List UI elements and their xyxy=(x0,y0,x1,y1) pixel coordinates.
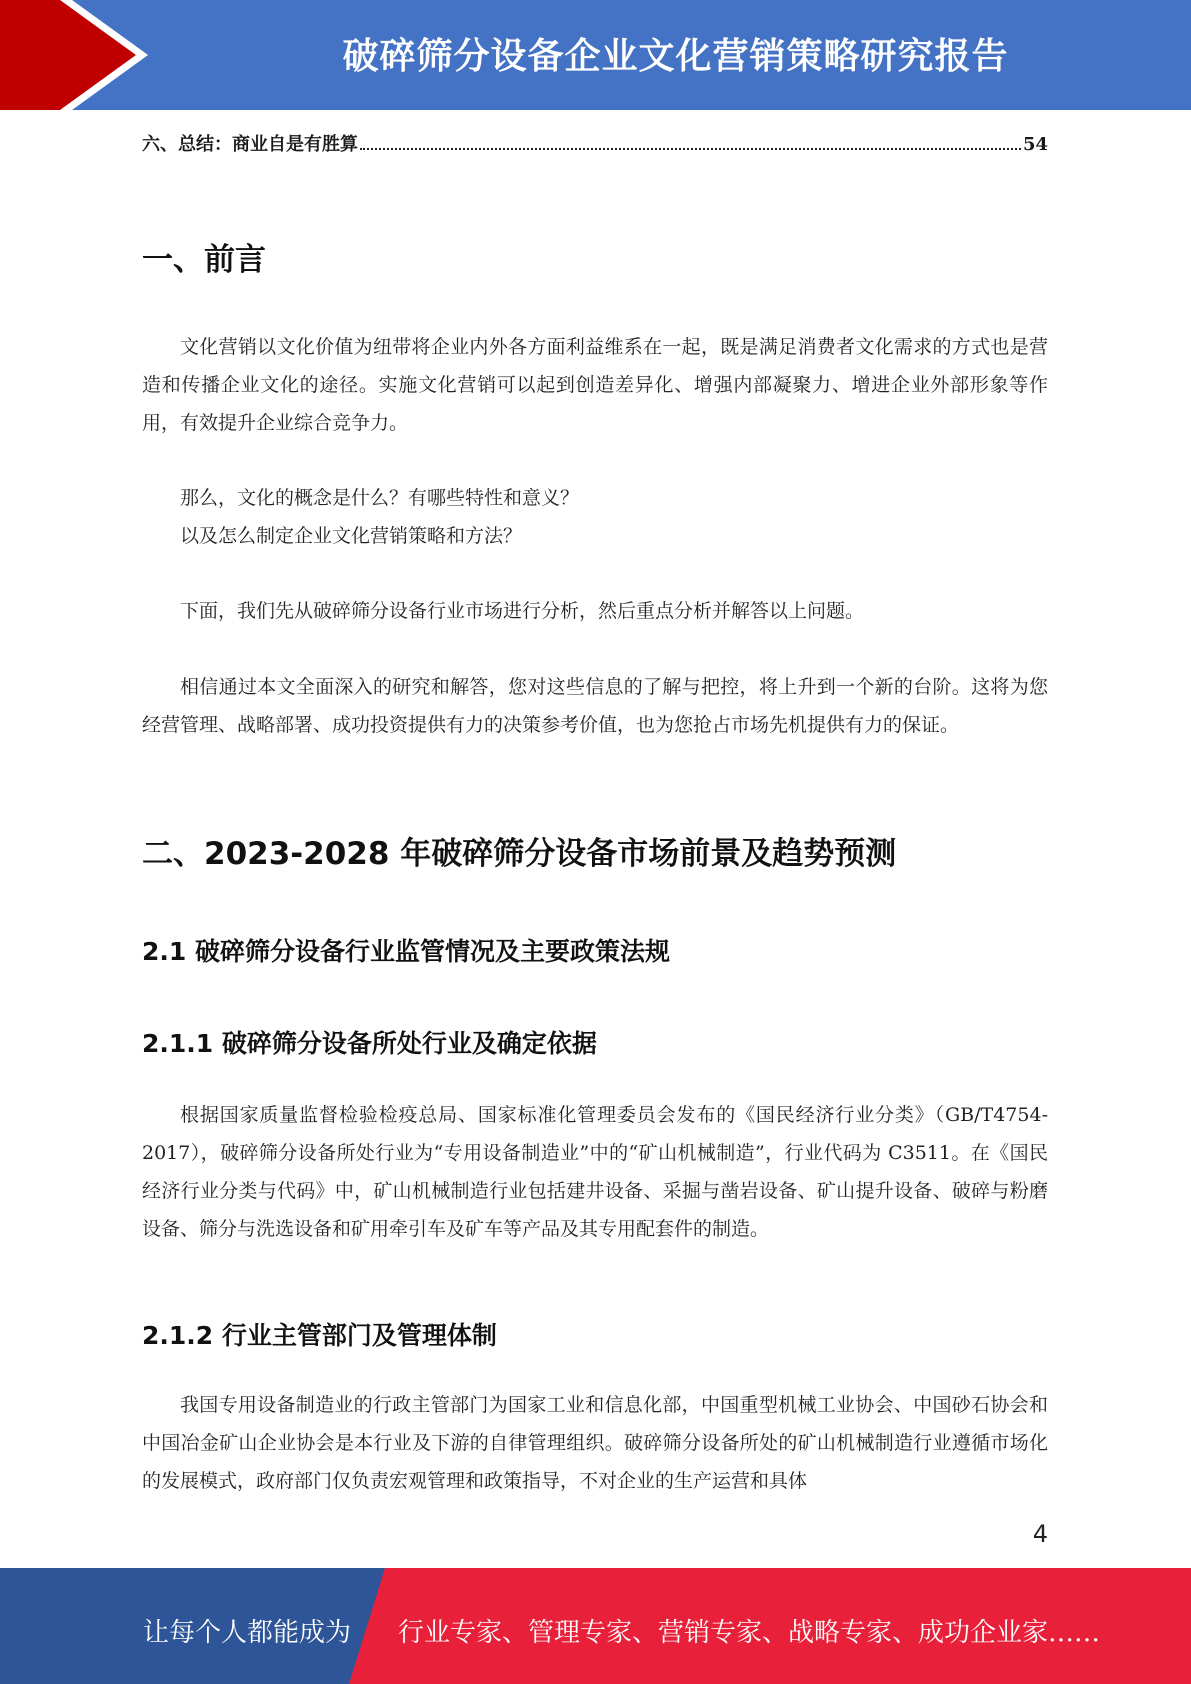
preface-paragraph-1: 文化营销以文化价值为纽带将企业内外各方面利益维系在一起，既是满足消费者文化需求的方式也是营造和传播企业文化的途径。实施文化营销可以起到创造差异化、增强内部凝聚力、增进企业外部形象等作用，有效提升企业综合竞争力。 xyxy=(142,336,1048,434)
paragraph-2-1-2: 我国专用设备制造业的行政主管部门为国家工业和信息化部，中国重型机械工业协会、中国砂石协会和中国冶金矿山企业协会是本行业及下游的自律管理组织。破碎筛分设备所处的矿山机械制造行业遵循市场化的发展模式，政府部门仅负责宏观管理和政策指导，不对企业的生产运营和具体 xyxy=(142,1394,1048,1492)
footer-slogan-left: 让每个人都能成为 xyxy=(143,1618,352,1648)
toc-entry[interactable] xyxy=(142,130,1048,156)
header-arrow-icon xyxy=(0,0,160,110)
preface-question-1: 那么，文化的概念是什么？有哪些特性和意义？ xyxy=(180,487,580,509)
subsection-title-2-1-2: 2.1.2 行业主管部门及管理体制 xyxy=(142,1321,497,1350)
toc-entry-label: 六、总结：商业自是有胜算 xyxy=(142,134,358,155)
preface-paragraph-2: 下面，我们先从破碎筛分设备行业市场进行分析，然后重点分析并解答以上问题。 xyxy=(180,600,865,622)
header-title: 破碎筛分设备企业文化营销策略研究报告 xyxy=(342,36,1009,77)
section-title-market-outlook: 二、2023-2028 年破碎筛分设备市场前景及趋势预测 xyxy=(142,836,897,872)
footer-slogan-right: 行业专家、管理专家、营销专家、战略专家、成功企业家…… xyxy=(398,1618,1101,1648)
subsection-title-2-1: 2.1 破碎筛分设备行业监管情况及主要政策法规 xyxy=(142,937,670,966)
toc-leader-dots xyxy=(360,148,1021,150)
subsection-title-2-1-1: 2.1.1 破碎筛分设备所处行业及确定依据 xyxy=(142,1029,597,1058)
preface-question-2: 以及怎么制定企业文化营销策略和方法？ xyxy=(180,525,523,547)
page-footer xyxy=(0,1568,1191,1684)
page-header xyxy=(0,0,1191,110)
toc-entry-page: 54 xyxy=(1022,134,1048,155)
paragraph-2-1-1: 根据国家质量监督检验检疫总局、国家标准化管理委员会发布的《国民经济行业分类》（GB/T4754-2017），破碎筛分设备所处行业为“专用设备制造业”中的“矿山机械制造”，行业代码为 C3511。在《国民经济行业分类与代码》中，矿山机械制造行业包括建井设备、采掘与凿岩设备、矿山提升设备、破碎与粉磨设备、筛分与洗选设备和矿用牵引车及矿车等产品及其专用配套件的制造。 xyxy=(142,1104,1048,1240)
preface-paragraph-3: 相信通过本文全面深入的研究和解答，您对这些信息的了解与把控，将上升到一个新的台阶。这将为您经营管理、战略部署、成功投资提供有力的决策参考价值，也为您抢占市场先机提供有力的保证。 xyxy=(142,676,1048,736)
page-number: 4 xyxy=(1032,1520,1048,1548)
section-title-preface: 一、前言 xyxy=(142,242,266,278)
